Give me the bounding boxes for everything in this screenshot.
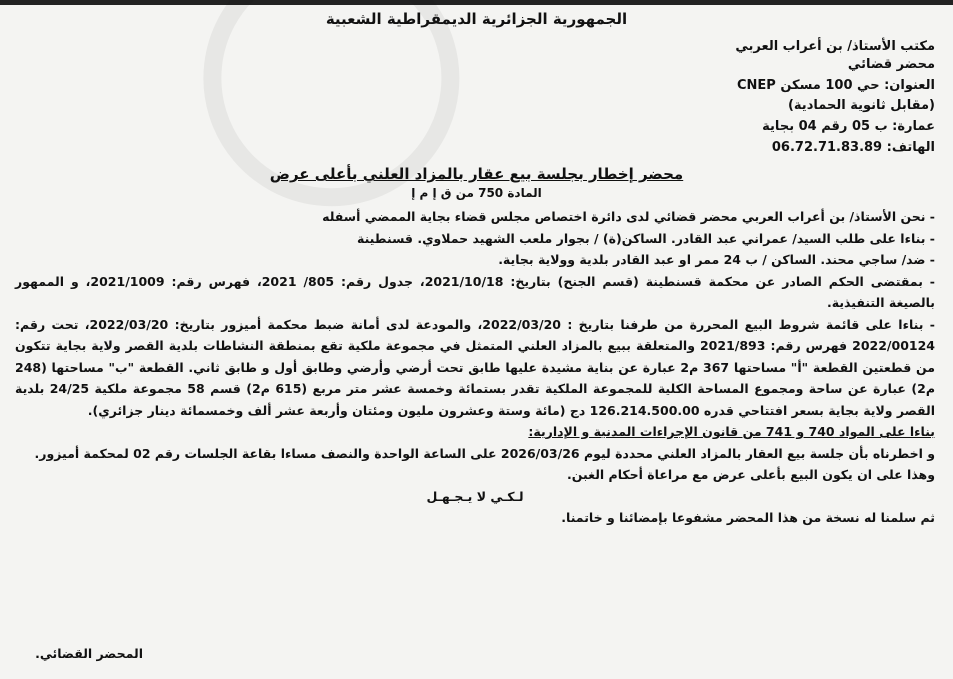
delivery-paragraph: ثم سلمنا له نسخة من هذا المحضر مشفوعا بإمضائنا و خاتمنا. <box>561 510 935 525</box>
paragraph-requester: - بناءا على طلب السيد/ عمراني عبد القادر. الساكن(ة) / بجوار ملعب الشهيد حملاوي. قسنطينة <box>357 230 935 246</box>
sender-address-note: (مقابل ثانوية الحمادية) <box>787 98 935 113</box>
notice-paragraph: و اخطرناه بأن جلسة بيع العقار بالمزاد العلني محددة ليوم 2026/03/26 على الساعة الواحدة والنصف مساءا بقاعة الجلسات رقم 02 لمحكمة أميزور. <box>34 445 935 461</box>
paragraph-sale-terms: - بناءا على قائمة شروط البيع المحررة من طرفنا بتاريخ : 2022/03/20، والمودعة لدى أمانة ضبط محكمة أميزور بتاريخ: 2022/03/20، تحت رقم: 2022/00124 فهرس رقم: 2021/893 والمتعلقة ببيع بالمزاد العلني المتمثل في مجموعة ملكية تقع بمنطقة النشاطات بلدية القصر ولاية بجاية تتكون من قطعتين القطعة "أ" مساحتها 367 م2 عبارة عن بناية مشيدة عليها طابق تحت أرضي وأرضي وطابق أول و طابق ثاني. القطعة "ب" مساحتها (248 م2) عبارة عن ساحة ومجموع المساحة الكلية للمجموعة الملكية تقدر بستمائة وخمسة عشر متر مربع (615 م2) قسم 58 مجموعة ملكية 24/25 بلدية القصر ولاية بجاية بسعر افتتاحي قدره 126.214.500.00 دج (مائة وستة وعشرون مليون ومئتان وأربعة عشر ألف وخمسمائة دينار جزائري). <box>15 316 935 418</box>
paragraph-judgment: - بمقتضى الحكم الصادر عن محكمة قسنطينة (قسم الجنح) بتاريخ: 2021/10/18، جدول رقم: 805/ 2021، فهرس رقم: 2021/1009، و الممهور بالصيغة التنفيذية. <box>15 273 935 310</box>
legal-basis: بناءا على المواد 740 و 741 من قانون الإجراءات المدنية و الإدارية: <box>528 424 935 439</box>
closing-phrase: لـكـي لا يـجـهـل <box>426 488 524 504</box>
document-body <box>15 206 935 529</box>
sender-role: محضر قضائي <box>847 57 935 72</box>
sender-building: عمارة: ب 05 رقم 04 بجاية <box>762 119 935 134</box>
document-subtitle: المادة 750 من ق إ م إ <box>411 186 542 200</box>
paragraph-defendant: - ضد/ ساجي محند. الساكن / ب 24 ممر او عبد القادر بلدية وولاية بجاية. <box>498 252 935 267</box>
paragraph-bailiff: - نحن الأستاذ/ بن أعراب العربي محضر قضائي لدى دائرة اختصاص مجلس قضاء بجاية الممضي أسفله <box>322 209 935 224</box>
document-title: محضر إخطار بجلسة بيع عقار بالمزاد العلني بأعلى عرض <box>269 165 684 183</box>
republic-header: الجمهورية الجزائرية الديمقراطية الشعبية <box>325 10 628 28</box>
signature-label: المحضر القضائي. <box>35 646 143 661</box>
sender-address: العنوان: حي 100 مسكن CNEP <box>736 78 935 93</box>
condition-paragraph: وهذا على ان يكون البيع بأعلى عرض مع مراعاة أحكام الغبن. <box>567 467 935 482</box>
sender-office: مكتب الأستاذ/ بن أعراب العربي <box>735 39 935 54</box>
sender-phone: الهاتف: 06.72.71.83.89 <box>771 140 935 155</box>
